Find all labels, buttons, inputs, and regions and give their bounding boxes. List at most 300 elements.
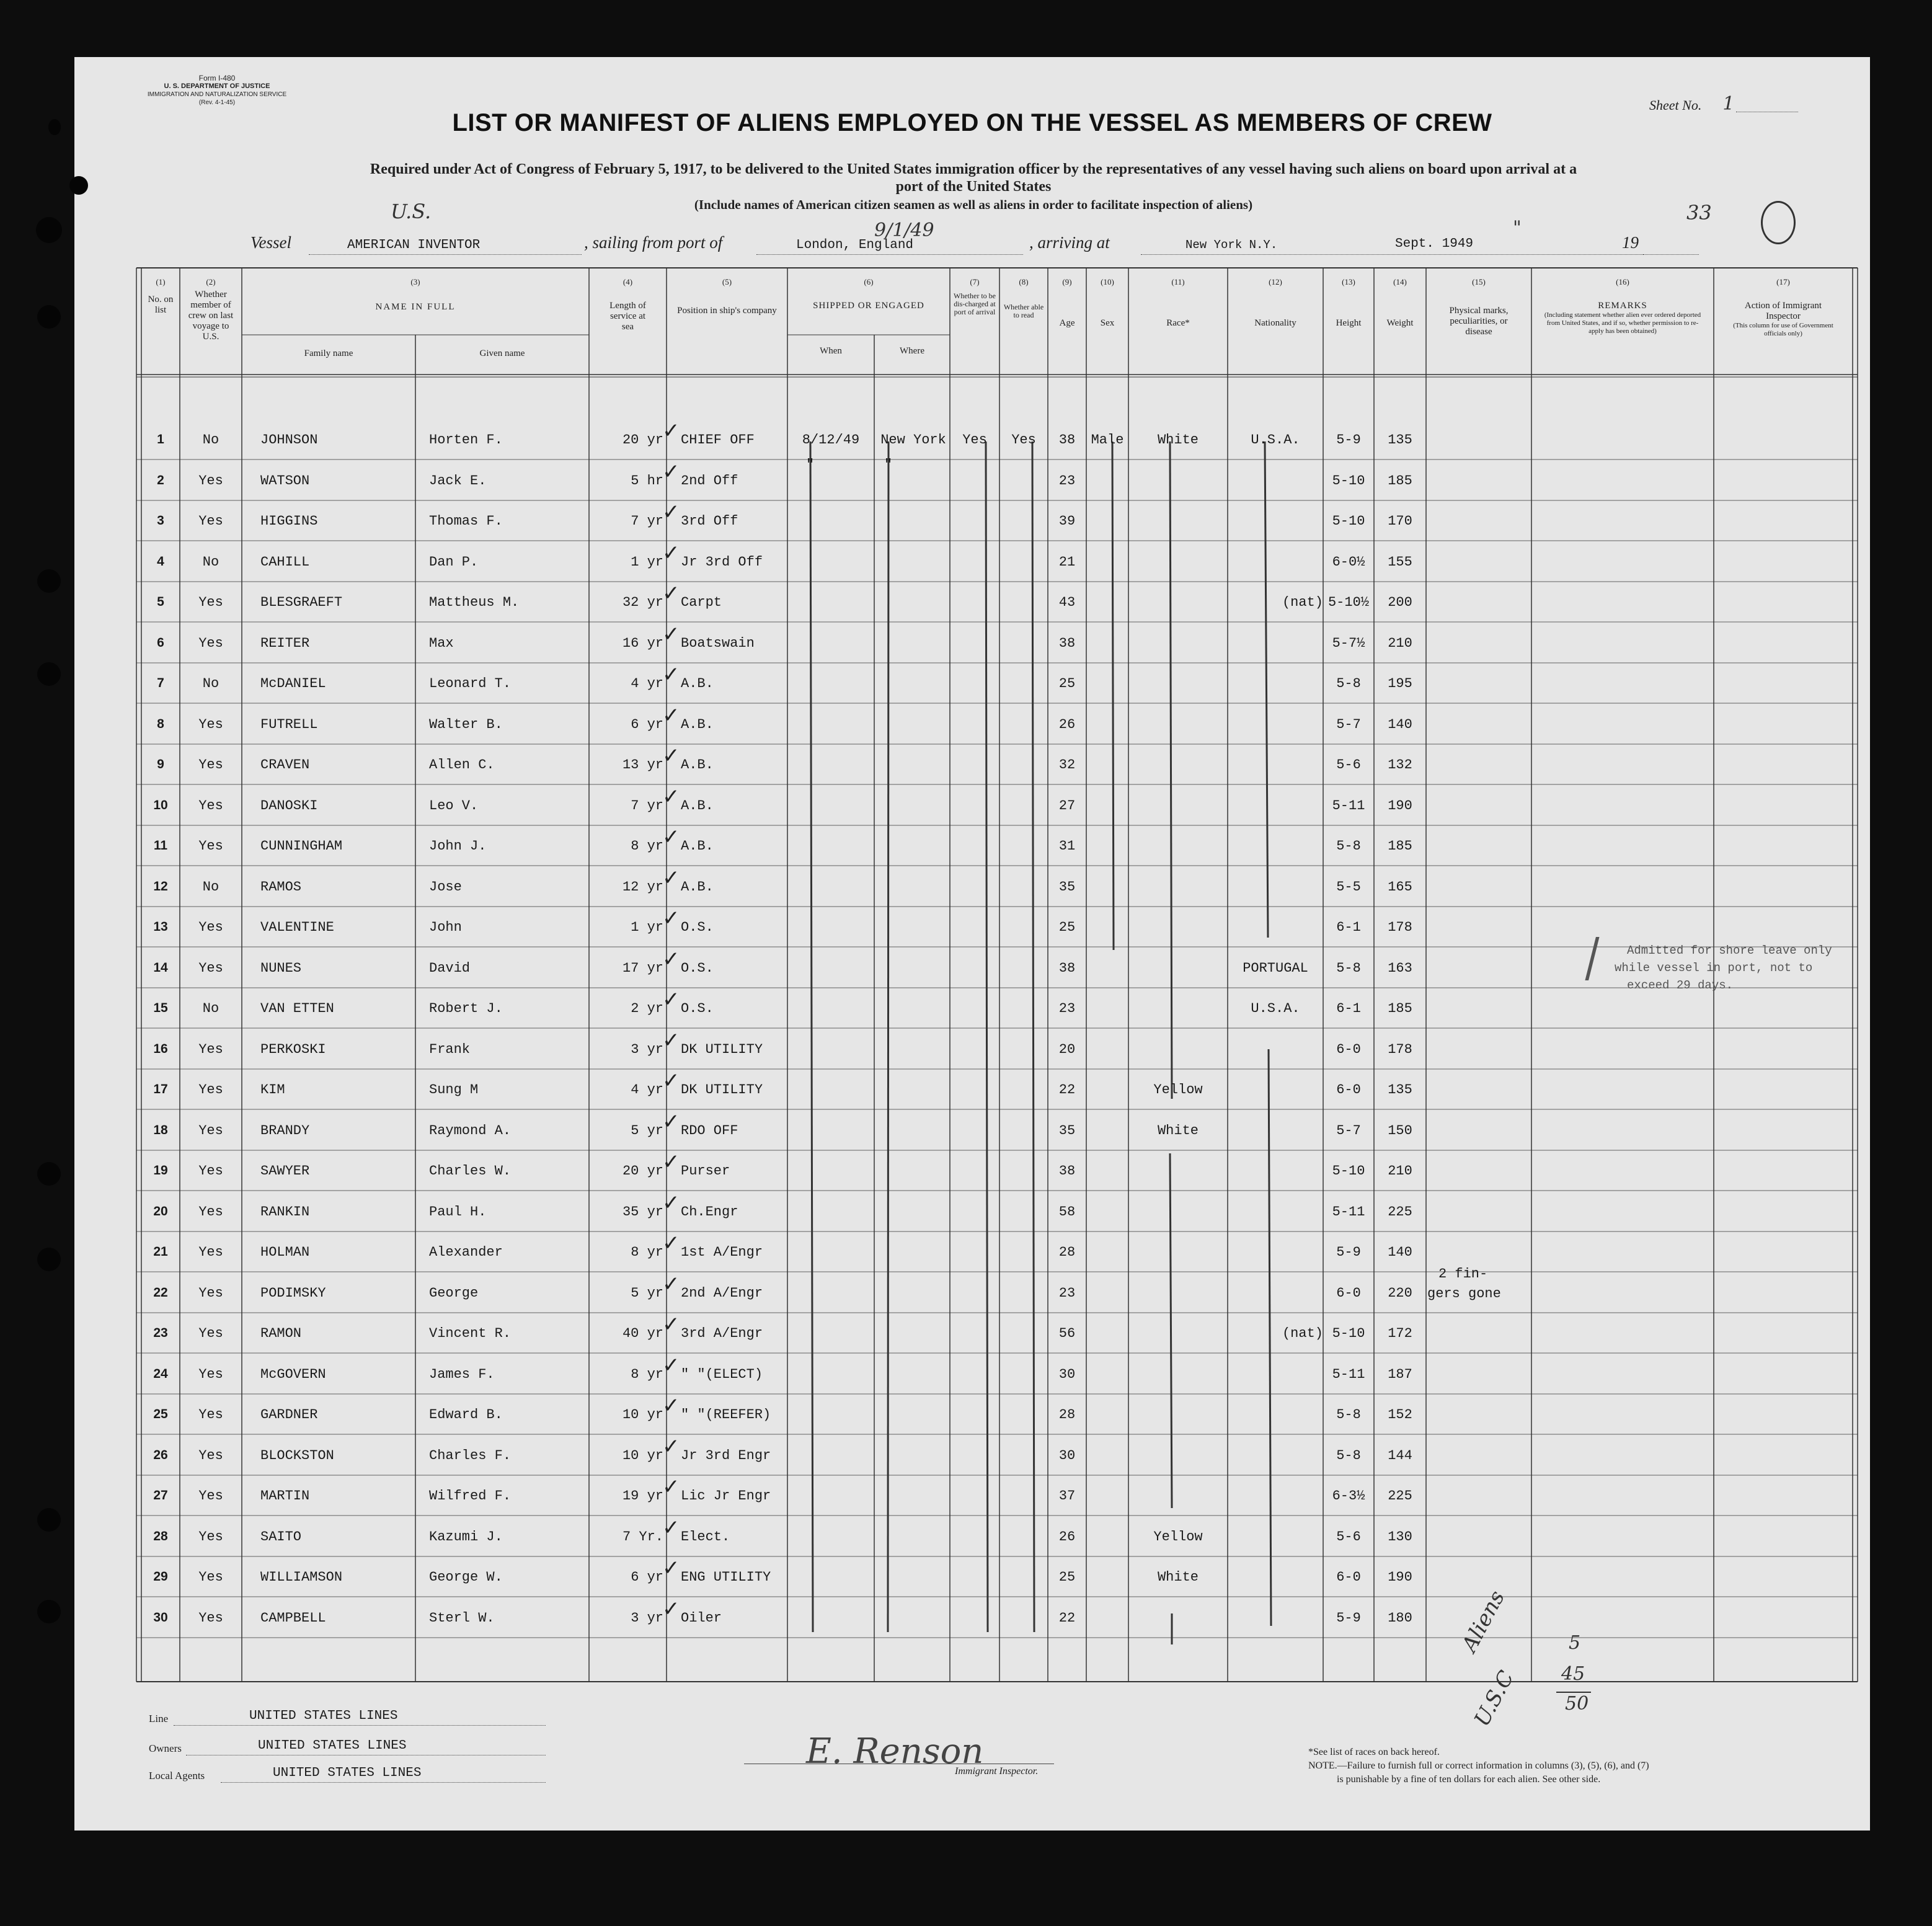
row-number: 20 [153, 1204, 168, 1218]
col3-given-header: Given name [479, 348, 525, 358]
length-of-service: 3 yr [631, 1042, 663, 1057]
weight: 225 [1388, 1204, 1412, 1220]
col1-header: (1) No. on list [148, 277, 174, 315]
last-voyage: Yes [198, 717, 223, 732]
family-name: CUNNINGHAM [260, 838, 343, 854]
height: 5-9 [1336, 1245, 1361, 1260]
tally-aliens: Aliens [1457, 1586, 1510, 1656]
check-mark-icon: ✓ [662, 1191, 680, 1215]
age: 32 [1058, 757, 1076, 773]
age: 25 [1058, 920, 1076, 935]
family-name: JOHNSON [260, 432, 318, 448]
shipped-where: New York [880, 432, 946, 448]
weight: 150 [1388, 1123, 1412, 1138]
length-of-service: 32 yr [622, 595, 663, 610]
weight: 130 [1388, 1529, 1412, 1545]
given-name: John [429, 920, 462, 935]
family-name: WILLIAMSON [260, 1569, 343, 1585]
age: 23 [1058, 1001, 1076, 1016]
weight: 210 [1388, 1163, 1412, 1179]
check-mark-icon: ✓ [662, 419, 680, 443]
check-mark-icon: ✓ [662, 866, 680, 890]
given-name: David [429, 961, 471, 976]
punch-hole [48, 119, 61, 135]
row-number: 1 [157, 432, 164, 446]
family-name: RAMOS [260, 879, 302, 895]
position: 3rd A/Engr [681, 1326, 763, 1341]
last-voyage: Yes [198, 838, 223, 854]
row-number: 2 [157, 473, 164, 487]
page-title: LIST OR MANIFEST OF ALIENS EMPLOYED ON THE VESSEL AS MEMBERS OF CREW [452, 109, 1492, 136]
check-mark-icon: ✓ [662, 1597, 680, 1622]
check-mark-icon: ✓ [662, 1353, 680, 1378]
length-of-service: 35 yr [622, 1204, 663, 1220]
length-of-service: 7 yr [631, 513, 663, 529]
check-mark-icon: ✓ [662, 703, 680, 728]
col16-header: (16) REMARKS (Including statement whether alien ever ordered deported from United States, and if so, whether permission to re-apply has been obtained) [1544, 277, 1701, 335]
check-mark-icon: ✓ [662, 622, 680, 647]
length-of-service: 3 yr [631, 1610, 663, 1626]
ditto-when: " [806, 457, 815, 473]
given-name: Jack E. [429, 473, 487, 489]
row-number: 9 [157, 757, 164, 771]
penalty-note-1: NOTE.—Failure to furnish full or correct information in columns (3), (5), (6), and (7) [1308, 1760, 1649, 1771]
department: U. S. DEPARTMENT OF JUSTICE [164, 82, 270, 90]
position: A.B. [681, 838, 714, 854]
length-of-service: 5 yr [631, 1285, 663, 1301]
last-voyage: No [202, 879, 219, 895]
col7-header: (7) Whether to be dis-charged at port of arrival [954, 277, 996, 316]
position: O.S. [681, 1001, 714, 1016]
family-name: HOLMAN [260, 1245, 310, 1260]
last-voyage: Yes [198, 1569, 223, 1585]
given-name: Paul H. [429, 1204, 487, 1220]
height: 5-10 [1332, 1326, 1365, 1341]
nationality: PORTUGAL [1243, 961, 1308, 976]
tally-n2: 45 [1561, 1663, 1585, 1685]
check-mark-icon: ✓ [662, 1434, 680, 1459]
weight: 163 [1388, 961, 1412, 976]
last-voyage: Yes [198, 798, 223, 814]
weight: 144 [1388, 1448, 1412, 1463]
age: 28 [1058, 1407, 1076, 1422]
length-of-service: 6 yr [631, 717, 663, 732]
position: " "(ELECT) [681, 1367, 763, 1382]
punch-hole [36, 217, 62, 243]
last-voyage: Yes [198, 1245, 223, 1260]
last-voyage: Yes [198, 757, 223, 773]
age: 21 [1058, 554, 1076, 570]
punch-hole [37, 662, 61, 686]
position: Oiler [681, 1610, 722, 1626]
row-number: 16 [153, 1042, 168, 1056]
revision: (Rev. 4-1-45) [198, 99, 236, 106]
given-name: Vincent R. [429, 1326, 512, 1341]
age: 22 [1058, 1610, 1076, 1626]
row-number: 29 [153, 1569, 168, 1584]
arriving-label: , arriving at [1029, 233, 1110, 252]
row-number: 6 [157, 636, 164, 650]
given-name: Raymond A. [429, 1123, 512, 1138]
height: 6-1 [1336, 920, 1361, 935]
col15-header: (15) Physical marks, peculiarities, or disease [1449, 277, 1509, 337]
position: 3rd Off [681, 513, 738, 529]
check-mark-icon: ✓ [662, 1556, 680, 1581]
penalty-note-2: is punishable by a fine of ten dollars for each alien. See other side. [1337, 1774, 1601, 1785]
check-mark-icon: ✓ [662, 987, 680, 1012]
subtitle-line-2: port of the United States [895, 179, 1052, 195]
col3-family-header: Family name [304, 348, 353, 358]
check-mark-icon: ✓ [662, 906, 680, 931]
given-name: Leonard T. [429, 676, 512, 691]
last-voyage: Yes [198, 1082, 223, 1098]
family-name: NUNES [260, 961, 302, 976]
service: IMMIGRATION AND NATURALIZATION SERVICE [147, 91, 287, 98]
inspector-label: Immigrant Inspector. [955, 1766, 1039, 1777]
length-of-service: 7 Yr. [622, 1529, 663, 1545]
row-number: 15 [153, 1001, 168, 1015]
family-name: DANOSKI [260, 798, 318, 814]
weight: 190 [1388, 1569, 1412, 1585]
given-name: Kazumi J. [429, 1529, 503, 1545]
check-mark-icon: ✓ [662, 1068, 680, 1093]
check-mark-icon: ✓ [662, 1516, 680, 1540]
race: White [1157, 1569, 1199, 1585]
check-mark-icon: ✓ [662, 825, 680, 850]
age: 35 [1058, 1123, 1076, 1138]
length-of-service: 10 yr [622, 1407, 663, 1422]
height: 5-11 [1332, 798, 1365, 814]
position: Lic Jr Engr [681, 1488, 771, 1504]
weight: 225 [1388, 1488, 1412, 1504]
line-label: Line [149, 1713, 169, 1724]
length-of-service: 17 yr [622, 961, 663, 976]
height: 6-0 [1336, 1042, 1361, 1057]
age: 35 [1058, 879, 1076, 895]
length-of-service: 8 yr [631, 1367, 663, 1382]
col8-header: (8) Whether able to read [1003, 277, 1044, 319]
position: CHIEF OFF [681, 432, 755, 448]
height: 5-11 [1332, 1367, 1365, 1382]
discharge: Yes [962, 432, 987, 448]
last-voyage: No [202, 1001, 219, 1016]
height: 6-1 [1336, 1001, 1361, 1016]
position: A.B. [681, 798, 714, 814]
race: Yellow [1153, 1082, 1203, 1098]
check-mark-icon: ✓ [662, 1028, 680, 1053]
weight: 220 [1388, 1285, 1412, 1301]
family-name: REITER [260, 636, 310, 651]
height: 6-0 [1336, 1285, 1361, 1301]
weight: 135 [1388, 432, 1412, 448]
family-name: FUTRELL [260, 717, 318, 732]
position: Jr 3rd Engr [681, 1448, 771, 1463]
physical-marks-line1: 2 fin- [1438, 1266, 1488, 1282]
sheet-number: 1 [1722, 93, 1735, 115]
local-agents-value: UNITED STATES LINES [273, 1766, 422, 1780]
weight: 165 [1388, 879, 1412, 895]
given-name: Frank [429, 1042, 471, 1057]
col12-header: (12) Nationality [1254, 277, 1296, 328]
owners-label: Owners [149, 1742, 182, 1754]
last-voyage: Yes [198, 1488, 223, 1504]
height: 5-7 [1336, 717, 1361, 732]
family-name: BRANDY [260, 1123, 310, 1138]
position: A.B. [681, 676, 714, 691]
weight: 178 [1388, 1042, 1412, 1057]
family-name: CAHILL [260, 554, 310, 570]
weight: 140 [1388, 717, 1412, 732]
row-number: 28 [153, 1529, 168, 1543]
age: 25 [1058, 1569, 1076, 1585]
last-voyage: Yes [198, 1042, 223, 1057]
length-of-service: 5 yr [631, 1123, 663, 1138]
length-of-service: 12 yr [622, 879, 663, 895]
given-name: Max [429, 636, 454, 651]
age: 28 [1058, 1245, 1076, 1260]
col3-header: (3) NAME IN FULL [375, 277, 456, 312]
position: Jr 3rd Off [681, 554, 763, 570]
age: 26 [1058, 717, 1076, 732]
col6-where-header: Where [900, 346, 924, 356]
position: Purser [681, 1163, 730, 1179]
hand-number: 33 [1686, 201, 1712, 224]
col13-header: (13) Height [1336, 277, 1362, 328]
height: 6-0 [1336, 1082, 1361, 1098]
length-of-service: 13 yr [622, 757, 663, 773]
height: 5-8 [1336, 838, 1361, 854]
remarks-line1: Admitted for shore leave only [1627, 944, 1832, 957]
col6-when-header: When [820, 346, 842, 356]
punch-hole [37, 1248, 61, 1271]
position: Boatswain [681, 636, 755, 651]
age: 27 [1058, 798, 1076, 814]
nationality: (nat) [1282, 595, 1323, 610]
family-name: HIGGINS [260, 513, 318, 529]
height: 5-8 [1336, 1448, 1361, 1463]
position: DK UTILITY [681, 1042, 763, 1057]
row-number: 13 [153, 920, 168, 934]
position: A.B. [681, 879, 714, 895]
last-voyage: Yes [198, 1367, 223, 1382]
tally-n1: 5 [1569, 1632, 1581, 1654]
height: 6-3½ [1332, 1488, 1365, 1504]
row-number: 8 [157, 717, 164, 731]
local-agents-label: Local Agents [149, 1770, 205, 1782]
subtitle-line-3: (Include names of American citizen seamen as well as aliens in order to facilitate inspection of aliens) [694, 197, 1253, 212]
position: O.S. [681, 920, 714, 935]
year-label: 19 [1622, 233, 1639, 252]
position: Elect. [681, 1529, 730, 1545]
length-of-service: 20 yr [622, 432, 663, 448]
family-name: BLESGRAEFT [260, 595, 343, 610]
row-number: 10 [153, 798, 168, 812]
check-mark-icon: ✓ [662, 784, 680, 809]
weight: 155 [1388, 554, 1412, 570]
inspector-signature: E. Renson [806, 1731, 984, 1772]
age: 30 [1058, 1367, 1076, 1382]
last-voyage: Yes [198, 636, 223, 651]
family-name: MARTIN [260, 1488, 310, 1504]
hand-us: U.S. [391, 200, 432, 223]
row-number: 21 [153, 1245, 168, 1259]
age: 30 [1058, 1448, 1076, 1463]
age: 25 [1058, 676, 1076, 691]
col14-header: (14) Weight [1386, 277, 1414, 328]
physical-marks-line2: gers gone [1427, 1286, 1501, 1302]
nationality: U.S.A. [1251, 1001, 1300, 1016]
row-number: 5 [157, 595, 164, 609]
row-number: 12 [153, 879, 168, 894]
col2-header: (2) Whether member of crew on last voyage to U.S. [188, 277, 234, 342]
row-number: 18 [153, 1123, 168, 1137]
position: O.S. [681, 961, 714, 976]
position: Ch.Engr [681, 1204, 738, 1220]
weight: 135 [1388, 1082, 1412, 1098]
weight: 187 [1388, 1367, 1412, 1382]
length-of-service: 8 yr [631, 1245, 663, 1260]
race-note: *See list of races on back hereof. [1308, 1747, 1440, 1757]
given-name: Charles W. [429, 1163, 512, 1179]
given-name: Walter B. [429, 717, 503, 732]
family-name: WATSON [260, 473, 310, 489]
row-number: 14 [153, 961, 168, 975]
age: 38 [1058, 1163, 1076, 1179]
age: 23 [1058, 1285, 1076, 1301]
position: " "(REEFER) [681, 1407, 771, 1422]
weight: 132 [1388, 757, 1412, 773]
row-number: 7 [157, 676, 164, 690]
position: ENG UTILITY [681, 1569, 771, 1585]
last-voyage: Yes [198, 513, 223, 529]
given-name: Mattheus M. [429, 595, 520, 610]
sailing-label: , sailing from port of [584, 233, 723, 252]
row-number: 4 [157, 554, 164, 569]
nationality: U.S.A. [1251, 432, 1300, 448]
arrival-date: Sept. 1949 [1395, 237, 1474, 251]
check-mark-icon: ✓ [662, 459, 680, 484]
family-name: SAWYER [260, 1163, 310, 1179]
height: 6-0 [1336, 1569, 1361, 1585]
age: 37 [1058, 1488, 1076, 1504]
given-name: Jose [429, 879, 462, 895]
tally-n3: 50 [1565, 1693, 1589, 1715]
position: A.B. [681, 717, 714, 732]
last-voyage: Yes [198, 1529, 223, 1545]
last-voyage: Yes [198, 473, 223, 489]
check-mark-icon: ✓ [662, 1475, 680, 1499]
height: 5-5 [1336, 879, 1361, 895]
family-name: VAN ETTEN [260, 1001, 334, 1016]
weight: 185 [1388, 838, 1412, 854]
check-mark-icon: ✓ [662, 1272, 680, 1297]
check-mark-icon: ✓ [662, 1312, 680, 1337]
height: 5-8 [1336, 676, 1361, 691]
age: 58 [1058, 1204, 1076, 1220]
nationality: (nat) [1282, 1326, 1323, 1341]
height: 5-8 [1336, 1407, 1361, 1422]
vessel-label: Vessel [250, 233, 291, 252]
age: 39 [1058, 513, 1076, 529]
able-to-read: Yes [1011, 432, 1036, 448]
height: 5-6 [1336, 757, 1361, 773]
family-name: RANKIN [260, 1204, 310, 1220]
given-name: Alexander [429, 1245, 503, 1260]
family-name: CAMPBELL [260, 1610, 326, 1626]
length-of-service: 1 yr [631, 554, 663, 570]
last-voyage: Yes [198, 1123, 223, 1138]
length-of-service: 4 yr [631, 1082, 663, 1098]
position: 2nd Off [681, 473, 738, 489]
weight: 140 [1388, 1245, 1412, 1260]
race: Yellow [1153, 1529, 1203, 1545]
last-voyage: No [202, 676, 219, 691]
last-voyage: Yes [198, 1326, 223, 1341]
race: White [1157, 432, 1199, 448]
check-mark-icon: ✓ [662, 581, 680, 606]
height: 5-10½ [1327, 595, 1369, 610]
col6-header: (6) SHIPPED OR ENGAGED [813, 277, 924, 311]
age: 20 [1058, 1042, 1076, 1057]
position: 1st A/Engr [681, 1245, 763, 1260]
given-name: John J. [429, 838, 487, 854]
length-of-service: 6 yr [631, 1569, 663, 1585]
age: 31 [1058, 838, 1076, 854]
row-number: 23 [153, 1326, 168, 1340]
weight: 180 [1388, 1610, 1412, 1626]
given-name: George W. [429, 1569, 503, 1585]
family-name: BLOCKSTON [260, 1448, 334, 1463]
family-name: CRAVEN [260, 757, 310, 773]
age: 56 [1058, 1326, 1076, 1341]
family-name: McGOVERN [260, 1367, 326, 1382]
height: 5-8 [1336, 961, 1361, 976]
length-of-service: 4 yr [631, 676, 663, 691]
last-voyage: Yes [198, 1204, 223, 1220]
age: 38 [1058, 636, 1076, 651]
height: 5-10 [1332, 1163, 1365, 1179]
last-voyage: Yes [198, 1610, 223, 1626]
age: 38 [1058, 961, 1076, 976]
length-of-service: 20 yr [622, 1163, 663, 1179]
given-name: Sterl W. [429, 1610, 495, 1626]
shipped-when: 8/12/49 [802, 432, 860, 448]
punch-hole [37, 305, 61, 329]
position: Carpt [681, 595, 722, 610]
subtitle-line-1: Required under Act of Congress of February 5, 1917, to be delivered to the United States immigration officer by the representatives of any vessel having such aliens on board upon arrival at a [370, 161, 1577, 177]
weight: 170 [1388, 513, 1412, 529]
check-mark-icon: ✓ [662, 1109, 680, 1134]
row-number: 25 [153, 1407, 168, 1421]
last-voyage: No [202, 432, 219, 448]
weight: 178 [1388, 920, 1412, 935]
weight: 200 [1388, 595, 1412, 610]
check-mark-icon: ✓ [662, 662, 680, 687]
row-number: 22 [153, 1285, 168, 1300]
col11-header: (11) Race* [1166, 277, 1190, 328]
given-name: Wilfred F. [429, 1488, 512, 1504]
height: 5-9 [1336, 432, 1361, 448]
weight: 190 [1388, 798, 1412, 814]
position: 2nd A/Engr [681, 1285, 763, 1301]
height: 5-7 [1336, 1123, 1361, 1138]
row-number: 27 [153, 1488, 168, 1502]
weight: 172 [1388, 1326, 1412, 1341]
length-of-service: 5 hr [631, 473, 663, 489]
port-to: New York N.Y. [1185, 238, 1278, 252]
last-voyage: Yes [198, 595, 223, 610]
remarks-line2: while vessel in port, not to [1615, 961, 1813, 975]
